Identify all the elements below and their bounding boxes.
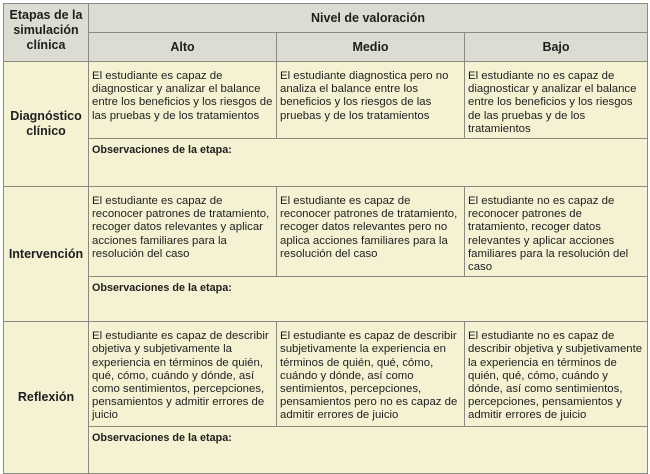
diagnostico-observations: Observaciones de la etapa: [89, 139, 648, 187]
reflexion-medio-cell: El estudiante es capaz de describir subjetivamente la experiencia en términos de quién, qué, cómo, cuándo y dónde, así como sentimientos, percepciones, pensamientos pero no es capaz de admitir errores de juicio [277, 322, 465, 427]
evaluation-rubric-table [3, 3, 648, 474]
reflexion-alto-cell: El estudiante es capaz de describir objetiva y subjetivamente la experiencia en términos de quién, qué, cómo, cuándo y dónde, así como sentimientos, percepciones, pensamientos y admitir errores de juicio [89, 322, 277, 427]
intervencion-observations: Observaciones de la etapa: [89, 277, 648, 322]
level-bajo-header: Bajo [465, 33, 648, 62]
stages-header: Etapas de la simulación clínica [4, 4, 89, 62]
reflexion-bajo-cell: El estudiante no es capaz de describir objetiva y subjetivamente la experiencia en términos de quién, qué, cómo, cuándo y dónde, así como sentimientos, percepciones, pensamientos y admitir errores de juicio [465, 322, 648, 427]
diagnostico-bajo-cell: El estudiante no es capaz de diagnosticar y analizar el balance entre los beneficios y los riesgos de las pruebas y de los tratamientos [465, 62, 648, 139]
level-alto-header: Alto [89, 33, 277, 62]
stage-diagnostico: Diagnóstico clínico [4, 62, 89, 187]
reflexion-observations: Observaciones de la etapa: [89, 427, 648, 474]
level-medio-header: Medio [277, 33, 465, 62]
diagnostico-alto-cell: El estudiante es capaz de diagnosticar y analizar el balance entre los beneficios y los riesgos de las pruebas y de los tratamientos [89, 62, 277, 139]
diagnostico-medio-cell: El estudiante diagnostica pero no analiza el balance entre los beneficios y los riesgos de las pruebas y de los tratamientos [277, 62, 465, 139]
intervencion-alto-cell: El estudiante es capaz de reconocer patrones de tratamiento, recoger datos relevantes y aplicar acciones familiares para la resolución del caso [89, 187, 277, 277]
stage-intervencion: Intervención [4, 187, 89, 322]
intervencion-medio-cell: El estudiante es capaz de reconocer patrones de tratamiento, recoger datos relevantes pero no aplica acciones familiares para la resolución del caso [277, 187, 465, 277]
intervencion-bajo-cell: El estudiante no es capaz de reconocer patrones de tratamiento, recoger datos relevantes y aplicar acciones familiares para la resolución del caso [465, 187, 648, 277]
levels-header: Nivel de valoración [89, 4, 648, 33]
stage-reflexion: Reflexión [4, 322, 89, 474]
